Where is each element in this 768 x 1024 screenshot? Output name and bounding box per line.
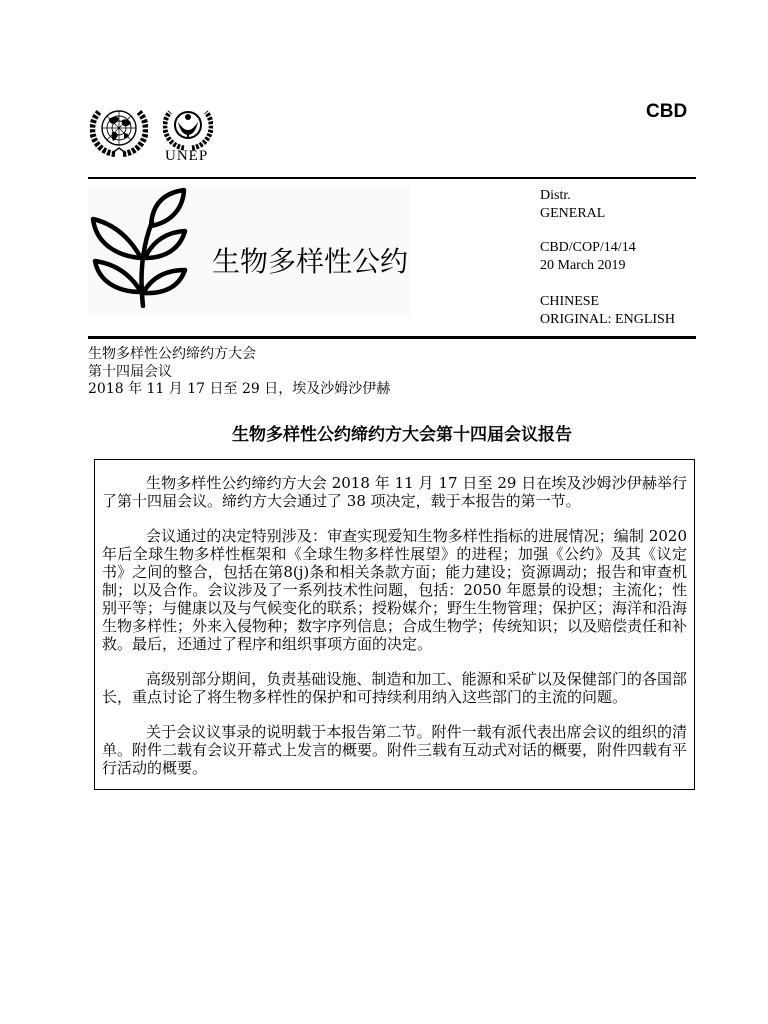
language-block [540, 293, 675, 329]
document-language: CHINESE [540, 294, 600, 309]
un-emblem-icon [90, 100, 148, 158]
document-symbol-block [540, 239, 636, 275]
distr-general: GENERAL [540, 206, 606, 221]
document-series-code: CBD [646, 101, 688, 122]
summary-paragraph-3: 高级别部分期间，负责基础设施、制造和加工、能源和采矿以及保健部门的各国部长，重点讨论了将生物多样性的保护和可持续利用纳入这些部门的主流的问题。 [102, 670, 687, 706]
summary-paragraph-2: 会议通过的决定特别涉及：审查实现爱知生物多样性指标的进展情况；编制 2020 年后全球生物多样性框架和《全球生物多样性展望》的进程；加强《公约》及其《议定书》之间的整合，包括在第8(j)条和相关条款方面；能力建设；资源调动；报告和审查机制；以及合作。会议涉及了一系列技术性问题，包括：2050 年愿景的设想；主流化；性别平等；与健康以及与气候变化的联系；授粉媒介；野生生物管理；保护区；海洋和沿海生物多样性；外来入侵物种；数字序列信息；合成生物学；传统知识；以及赔偿责任和补救。最后，还通过了程序和组织事项方面的决定。 [102, 527, 688, 653]
original-language: ORIGINAL: ENGLISH [540, 312, 675, 327]
meeting-session: 第十四届会议 [88, 363, 172, 380]
summary-box [94, 459, 695, 790]
distr-label: Distr. [540, 188, 571, 203]
meeting-info [88, 346, 390, 399]
unep-label: UNEP [165, 148, 209, 164]
meeting-dates-place: 2018 年 11 月 17 日至 29 日，埃及沙姆沙伊赫 [88, 381, 391, 397]
distribution-status [540, 187, 605, 223]
meeting-body: 生物多样性公约缔约方大会 [88, 346, 256, 362]
header-divider [88, 177, 696, 179]
masthead-divider [88, 336, 696, 339]
convention-title: 生物多样性公约 [212, 245, 409, 278]
summary-paragraph-1: 生物多样性公约缔约方大会 2018 年 11 月 17 日至 29 日在埃及沙姆沙伊赫举行了第十四届会议。缔约方大会通过了 38 项决定，载于本报告的第一节。 [102, 474, 687, 510]
unep-emblem-icon [163, 101, 213, 151]
document-date: 20 March 2019 [540, 258, 626, 273]
document-symbol: CBD/COP/14/14 [540, 240, 636, 255]
report-title: 生物多样性公约缔约方大会第十四届会议报告 [232, 425, 572, 445]
cbd-plant-logo-icon [88, 186, 188, 308]
summary-paragraph-4: 关于会议议事录的说明载于本报告第二节。附件一载有派代表出席会议的组织的清单。附件二载有会议开幕式上发言的概要。附件三载有互动式对话的概要，附件四载有平行活动的概要。 [102, 723, 688, 777]
